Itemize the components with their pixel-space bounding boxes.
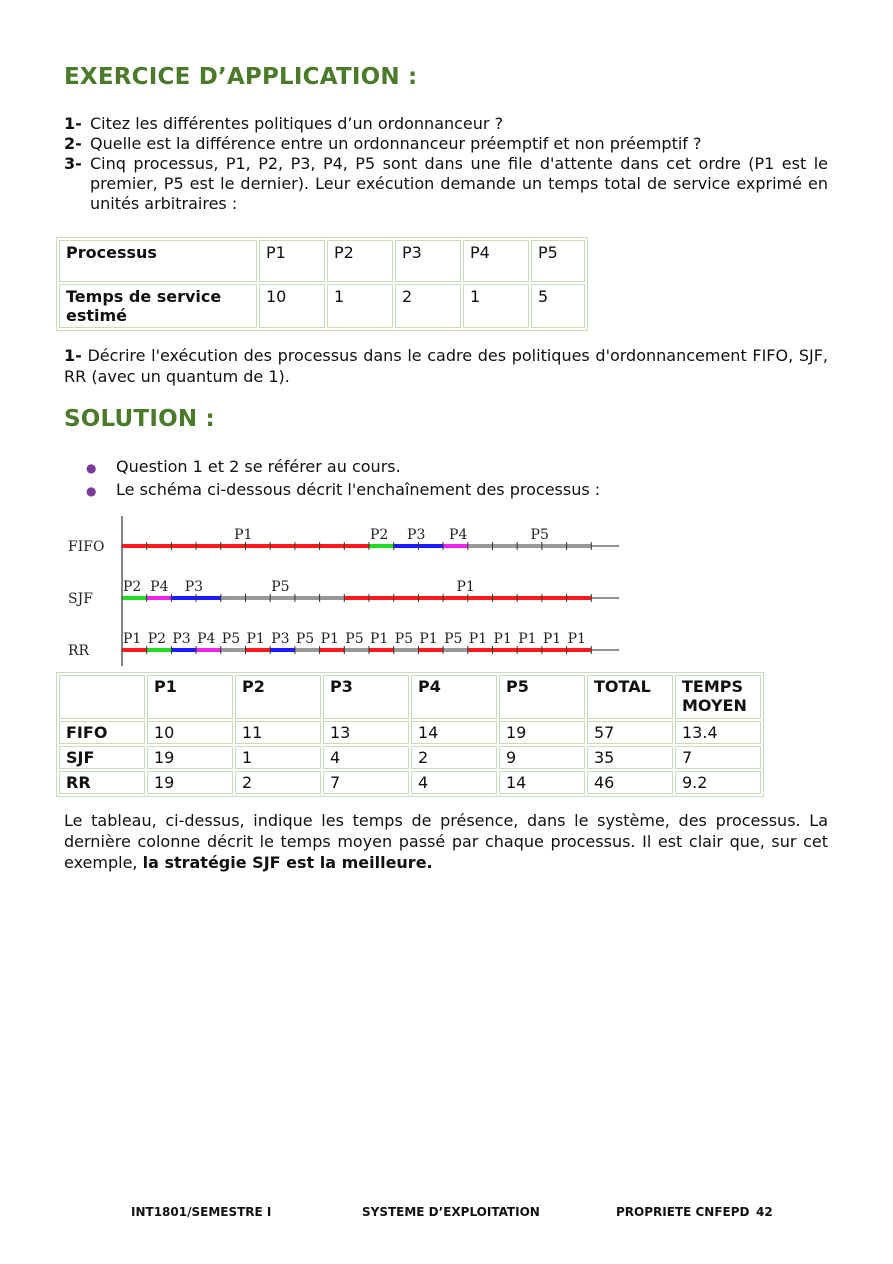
footer-owner: PROPRIETE CNFEPD [616, 1205, 750, 1219]
footer-course: INT1801/SEMESTRE I [131, 1205, 272, 1219]
gantt-segment [369, 648, 394, 652]
process-label: P4 [197, 631, 216, 647]
list-item [86, 479, 600, 502]
table-cell: 57 [587, 721, 673, 744]
process-label: P3 [407, 527, 426, 543]
process-label: P1 [567, 631, 586, 647]
question-text: Citez les différentes politiques d’un ordonnanceur ? [90, 114, 504, 133]
process-label: P4 [150, 579, 169, 595]
gantt-segment [567, 648, 592, 652]
process-label: P5 [394, 631, 414, 647]
footer-subject: SYSTEME D’EXPLOITATION [362, 1205, 540, 1219]
process-table [56, 237, 588, 331]
process-label: P5 [271, 579, 290, 595]
process-label: P2 [123, 579, 142, 595]
exercise-title: EXERCICE D’APPLICATION : [64, 64, 418, 90]
gantt-segment [122, 596, 147, 600]
task-paragraph [64, 345, 828, 387]
conclusion-bold: la stratégie SJF est la meilleure [142, 853, 427, 872]
solution-title: SOLUTION : [64, 406, 215, 432]
process-label: P1 [320, 631, 339, 647]
bullet-icon: ● [86, 484, 97, 498]
process-label: P1 [234, 527, 253, 543]
table-cell: 19 [147, 771, 233, 794]
process-label: P1 [370, 631, 389, 647]
bullet-text: Le schéma ci-dessous décrit l'enchaînement des processus : [116, 480, 601, 499]
table-cell: FIFO [59, 721, 145, 744]
table-cell: 19 [499, 721, 585, 744]
table-cell: P1 [259, 240, 325, 282]
table-cell: 19 [147, 746, 233, 769]
table-cell: SJF [59, 746, 145, 769]
conclusion-paragraph [64, 810, 828, 873]
gantt-segment [443, 648, 468, 652]
bullet-icon: ● [86, 461, 97, 475]
process-label: P1 [123, 631, 142, 647]
table-cell: Temps de service estimé [59, 284, 257, 328]
table-cell: 1 [235, 746, 321, 769]
table-row [59, 721, 761, 744]
table-cell: 13.4 [675, 721, 761, 744]
table-cell: 1 [327, 284, 393, 328]
process-label: P5 [295, 631, 315, 647]
table-header-cell: TEMPS MOYEN [675, 675, 761, 719]
gantt-segment [295, 648, 320, 652]
table-cell: 4 [323, 746, 409, 769]
table-header-cell: P4 [411, 675, 497, 719]
process-label: P5 [345, 631, 364, 647]
gantt-segment [221, 596, 344, 600]
gantt-segment [320, 648, 345, 652]
table-cell: 14 [499, 771, 585, 794]
question-number: 3- [64, 154, 82, 173]
table-cell: 1 [463, 284, 529, 328]
gantt-segment [418, 648, 443, 652]
gantt-segment [394, 648, 419, 652]
question-list [64, 114, 828, 214]
gantt-segment [147, 596, 172, 600]
table-cell: 2 [395, 284, 461, 328]
table-cell: P3 [395, 240, 461, 282]
table-row [59, 284, 585, 328]
gantt-segment [221, 648, 246, 652]
table-cell: 2 [235, 771, 321, 794]
table-cell: 7 [675, 746, 761, 769]
question-item [64, 114, 828, 134]
gantt-segment [468, 544, 592, 548]
conclusion-end: . [426, 853, 433, 872]
table-header-cell: P3 [323, 675, 409, 719]
bullet-list [86, 456, 600, 502]
table-row [59, 746, 761, 769]
gantt-segment [246, 648, 271, 652]
process-label: P1 [468, 631, 488, 647]
process-label: P5 [221, 631, 241, 647]
question-text: Cinq processus, P1, P2, P3, P4, P5 sont dans une file d'attente dans cet ordre (P1 est le premier, P5 est le dernier). Leur exécution demande un temps total de service exprimé en unités arbitraires : [90, 154, 828, 213]
gantt-row-label: SJF [68, 591, 93, 607]
question-item [64, 154, 828, 214]
process-label: P5 [530, 527, 549, 543]
process-label: P4 [449, 527, 468, 543]
table-cell: 10 [147, 721, 233, 744]
table-cell: 10 [259, 284, 325, 328]
gantt-segment [493, 648, 518, 652]
process-label: P1 [419, 631, 438, 647]
question-text: Quelle est la différence entre un ordonnanceur préemptif et non préemptif ? [90, 134, 702, 153]
table-row [59, 240, 585, 282]
table-cell: 13 [323, 721, 409, 744]
table-cell: P2 [327, 240, 393, 282]
gantt-segment [443, 544, 468, 548]
bullet-text: Question 1 et 2 se référer au cours. [116, 457, 401, 476]
table-cell: 4 [411, 771, 497, 794]
table-header-cell: TOTAL [587, 675, 673, 719]
gantt-segment [369, 544, 394, 548]
table-cell: 11 [235, 721, 321, 744]
gantt-segment [517, 648, 542, 652]
gantt-segment [542, 648, 567, 652]
table-cell: Processus [59, 240, 257, 282]
process-label: P1 [456, 579, 475, 595]
process-label: P3 [172, 631, 191, 647]
table-cell: 35 [587, 746, 673, 769]
process-label: P2 [370, 527, 389, 543]
gantt-segment [196, 648, 221, 652]
process-label: P3 [271, 631, 290, 647]
conclusion-text: Le tableau, ci-dessus, indique les temps de présence, dans le système, des processus. La dernière colonne décrit le temps moyen passé par chaque processus. Il est clair que, sur cet exemple, [64, 811, 828, 872]
table-cell: P5 [531, 240, 585, 282]
process-label: P1 [246, 631, 265, 647]
table-cell: 14 [411, 721, 497, 744]
gantt-segment [122, 648, 147, 652]
table-cell: 2 [411, 746, 497, 769]
question-number: 2- [64, 134, 82, 153]
table-row [59, 771, 761, 794]
table-cell: RR [59, 771, 145, 794]
question-item [64, 134, 828, 154]
gantt-segment [270, 648, 295, 652]
table-cell: 5 [531, 284, 585, 328]
results-table [56, 672, 764, 797]
table-cell: 7 [323, 771, 409, 794]
table-header-cell: P1 [147, 675, 233, 719]
table-cell: 9.2 [675, 771, 761, 794]
gantt-segment [171, 648, 196, 652]
page-number: 42 [756, 1205, 773, 1219]
gantt-segment [344, 648, 369, 652]
table-cell: 9 [499, 746, 585, 769]
gantt-diagram [60, 510, 630, 670]
question-number: 1- [64, 114, 82, 133]
process-label: P3 [184, 579, 204, 595]
gantt-segment [468, 648, 493, 652]
process-label: P1 [493, 631, 512, 647]
table-header-cell: P5 [499, 675, 585, 719]
process-label: P2 [147, 631, 167, 647]
gantt-segment [147, 648, 172, 652]
table-cell: 46 [587, 771, 673, 794]
task-text: Décrire l'exécution des processus dans le cadre des politiques d'ordonnancement FIFO, SJF, RR (avec un quantum de 1). [64, 346, 828, 386]
task-number: 1- [64, 346, 82, 365]
list-item [86, 456, 600, 479]
table-header-cell: P2 [235, 675, 321, 719]
process-label: P1 [518, 631, 537, 647]
process-label: P5 [444, 631, 463, 647]
table-row [59, 675, 761, 719]
table-header-cell [59, 675, 145, 719]
gantt-row-label: FIFO [68, 539, 105, 555]
gantt-row-label: RR [68, 643, 90, 659]
table-cell: P4 [463, 240, 529, 282]
process-label: P1 [542, 631, 562, 647]
